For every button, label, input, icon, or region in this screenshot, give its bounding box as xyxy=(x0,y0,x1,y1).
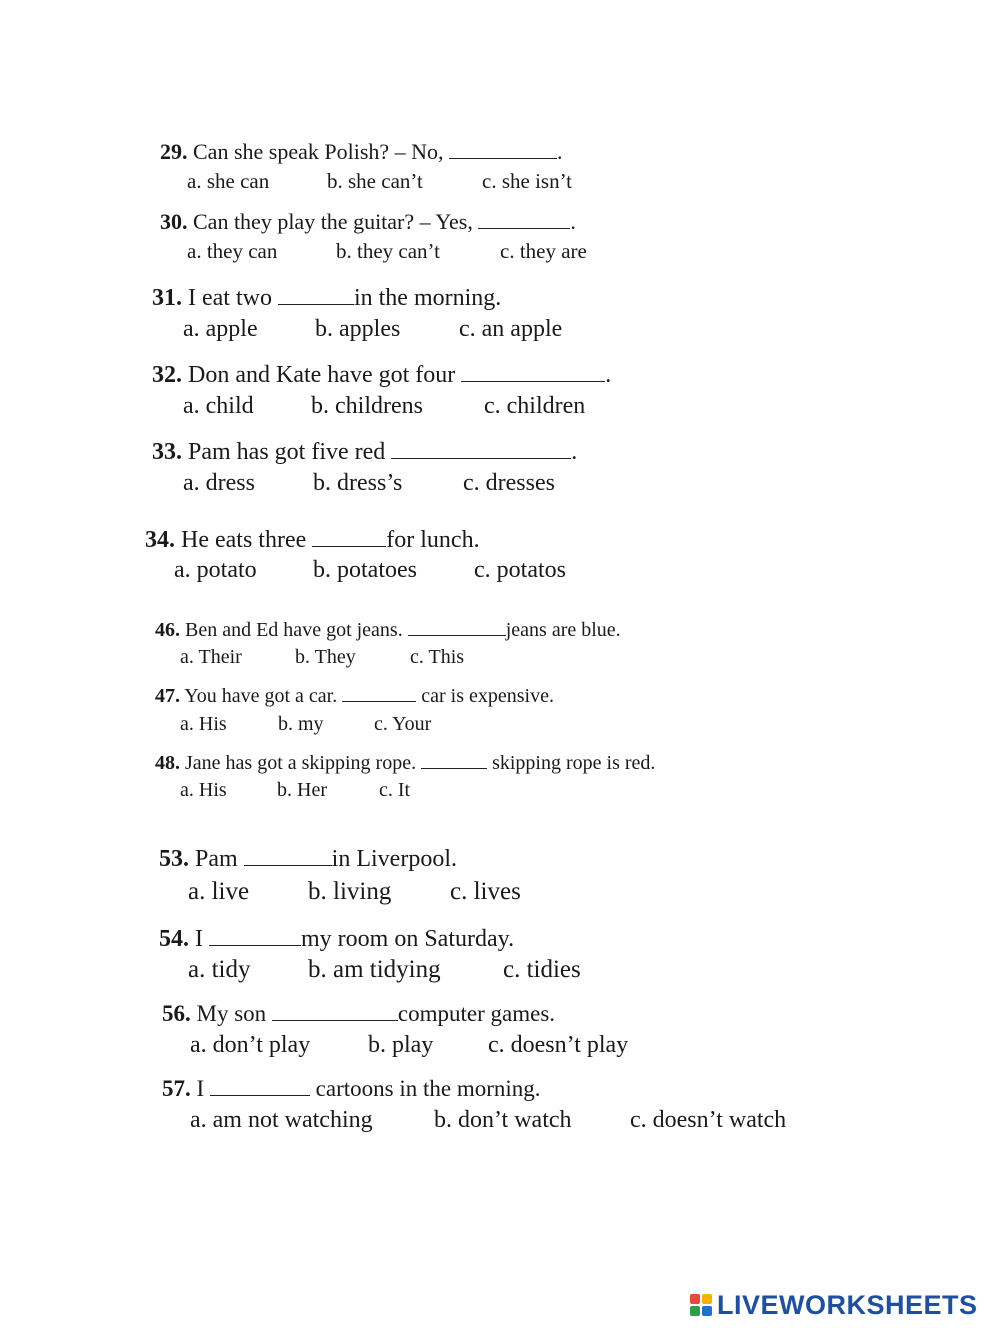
question-number: 57. xyxy=(162,1076,191,1101)
option-c[interactable]: c. It xyxy=(379,779,411,801)
option-b[interactable]: b. They xyxy=(295,646,356,668)
question-text-end: . xyxy=(570,209,576,234)
question-text: Pam has got five red xyxy=(188,439,386,465)
option-a[interactable]: a. she can xyxy=(187,169,270,193)
question-29 xyxy=(160,136,563,165)
answer-blank[interactable] xyxy=(312,522,386,547)
answer-blank[interactable] xyxy=(244,841,332,866)
answer-blank[interactable] xyxy=(449,136,557,159)
option-c[interactable]: c. lives xyxy=(450,878,521,905)
question-text-end: car is expensive. xyxy=(421,685,554,707)
option-c[interactable]: c. doesn’t play xyxy=(488,1032,629,1058)
option-a[interactable]: a. potato xyxy=(174,557,257,583)
answer-blank[interactable] xyxy=(272,997,398,1021)
question-number: 29. xyxy=(160,139,188,164)
question-text: Can she speak Polish? – No, xyxy=(193,139,444,164)
option-b[interactable]: b. they can’t xyxy=(336,239,440,263)
question-text-end: jeans are blue. xyxy=(505,619,621,641)
question-46 xyxy=(155,615,621,642)
option-a[interactable]: a. child xyxy=(183,393,254,419)
liveworksheets-wordmark: LIVEWORKSHEETS xyxy=(717,1289,978,1320)
answer-blank[interactable] xyxy=(342,681,416,702)
question-54 xyxy=(159,921,514,953)
question-text: I eat two xyxy=(188,285,272,311)
answer-blank[interactable] xyxy=(278,280,354,305)
question-text-end: in the morning. xyxy=(353,285,502,311)
option-a[interactable]: a. they can xyxy=(187,239,278,263)
answer-blank[interactable] xyxy=(210,1072,310,1096)
option-b[interactable]: b. don’t watch xyxy=(434,1107,572,1133)
question-56 xyxy=(162,997,555,1027)
question-text: My son xyxy=(196,1001,267,1026)
option-a[interactable]: a. apple xyxy=(183,316,258,342)
option-c[interactable]: c. an apple xyxy=(459,316,563,342)
liveworksheets-logo xyxy=(690,1288,978,1322)
question-text-end: for lunch. xyxy=(386,527,480,553)
option-a[interactable]: a. don’t play xyxy=(190,1032,311,1058)
question-text: Don and Kate have got four xyxy=(188,362,456,388)
question-53 xyxy=(159,841,457,873)
option-b[interactable]: b. my xyxy=(278,713,324,735)
question-number: 31. xyxy=(152,285,182,311)
option-a[interactable]: a. His xyxy=(180,779,227,801)
option-c[interactable]: c. they are xyxy=(500,239,587,263)
question-text: You have got a car. xyxy=(184,685,338,707)
option-c[interactable]: c. doesn’t watch xyxy=(630,1107,787,1133)
answer-blank[interactable] xyxy=(478,206,570,229)
question-31 xyxy=(152,280,501,312)
answer-blank[interactable] xyxy=(209,921,301,946)
option-b[interactable]: b. play xyxy=(368,1032,434,1058)
option-b[interactable]: b. am tidying xyxy=(308,956,441,983)
question-number: 48. xyxy=(155,752,180,774)
question-47 xyxy=(155,681,554,708)
option-c[interactable]: c. This xyxy=(410,646,465,668)
question-number: 53. xyxy=(159,846,189,872)
question-30 xyxy=(160,206,576,235)
option-a[interactable]: a. live xyxy=(188,878,250,905)
question-number: 46. xyxy=(155,619,180,641)
question-34 xyxy=(145,522,480,554)
option-a[interactable]: a. tidy xyxy=(188,956,251,983)
question-text: I xyxy=(195,926,203,952)
option-a[interactable]: a. Their xyxy=(180,646,242,668)
question-33 xyxy=(152,434,577,466)
answer-blank[interactable] xyxy=(408,615,506,636)
option-c[interactable]: c. children xyxy=(484,393,586,419)
question-number: 34. xyxy=(145,527,175,553)
option-b[interactable]: b. potatoes xyxy=(313,557,417,583)
question-text: Can they play the guitar? – Yes, xyxy=(193,209,473,234)
option-b[interactable]: b. dress’s xyxy=(313,470,403,496)
question-number: 32. xyxy=(152,362,182,388)
question-number: 54. xyxy=(159,926,189,952)
question-text: He eats three xyxy=(181,527,307,553)
question-number: 47. xyxy=(155,685,180,707)
question-text-end: cartoons in the morning. xyxy=(315,1076,541,1101)
question-text-end: in Liverpool. xyxy=(331,846,457,872)
option-a[interactable]: a. dress xyxy=(183,470,255,496)
option-c[interactable]: c. potatos xyxy=(474,557,566,583)
answer-blank[interactable] xyxy=(421,748,487,769)
question-48 xyxy=(155,748,655,775)
option-c[interactable]: c. dresses xyxy=(463,470,555,496)
question-text-end: my room on Saturday. xyxy=(301,926,515,952)
option-b[interactable]: b. apples xyxy=(315,316,401,342)
option-c[interactable]: c. tidies xyxy=(503,956,581,983)
question-number: 33. xyxy=(152,439,182,465)
question-text-end: computer games. xyxy=(397,1001,556,1026)
question-57 xyxy=(162,1072,541,1102)
question-number: 56. xyxy=(162,1001,191,1026)
question-number: 30. xyxy=(160,209,188,234)
option-a[interactable]: a. His xyxy=(180,713,227,735)
option-b[interactable]: b. childrens xyxy=(311,393,423,419)
option-b[interactable]: b. living xyxy=(308,878,392,905)
option-b[interactable]: b. she can’t xyxy=(327,169,423,193)
question-text-end: . xyxy=(557,139,563,164)
question-text: Pam xyxy=(195,846,238,872)
option-b[interactable]: b. Her xyxy=(277,779,327,801)
question-text: Jane has got a skipping rope. xyxy=(185,752,417,774)
question-32 xyxy=(152,357,611,389)
question-text-end: skipping rope is red. xyxy=(492,752,656,774)
option-c[interactable]: c. Your xyxy=(374,713,432,735)
option-c[interactable]: c. she isn’t xyxy=(482,169,573,193)
question-text-end: . xyxy=(605,362,612,388)
question-text: Ben and Ed have got jeans. xyxy=(185,619,403,641)
answer-blank[interactable] xyxy=(461,357,605,382)
question-text-end: . xyxy=(571,439,578,465)
option-a[interactable]: a. am not watching xyxy=(190,1107,373,1133)
question-text: I xyxy=(196,1076,205,1101)
liveworksheets-icon xyxy=(690,1294,712,1316)
answer-blank[interactable] xyxy=(391,434,571,459)
